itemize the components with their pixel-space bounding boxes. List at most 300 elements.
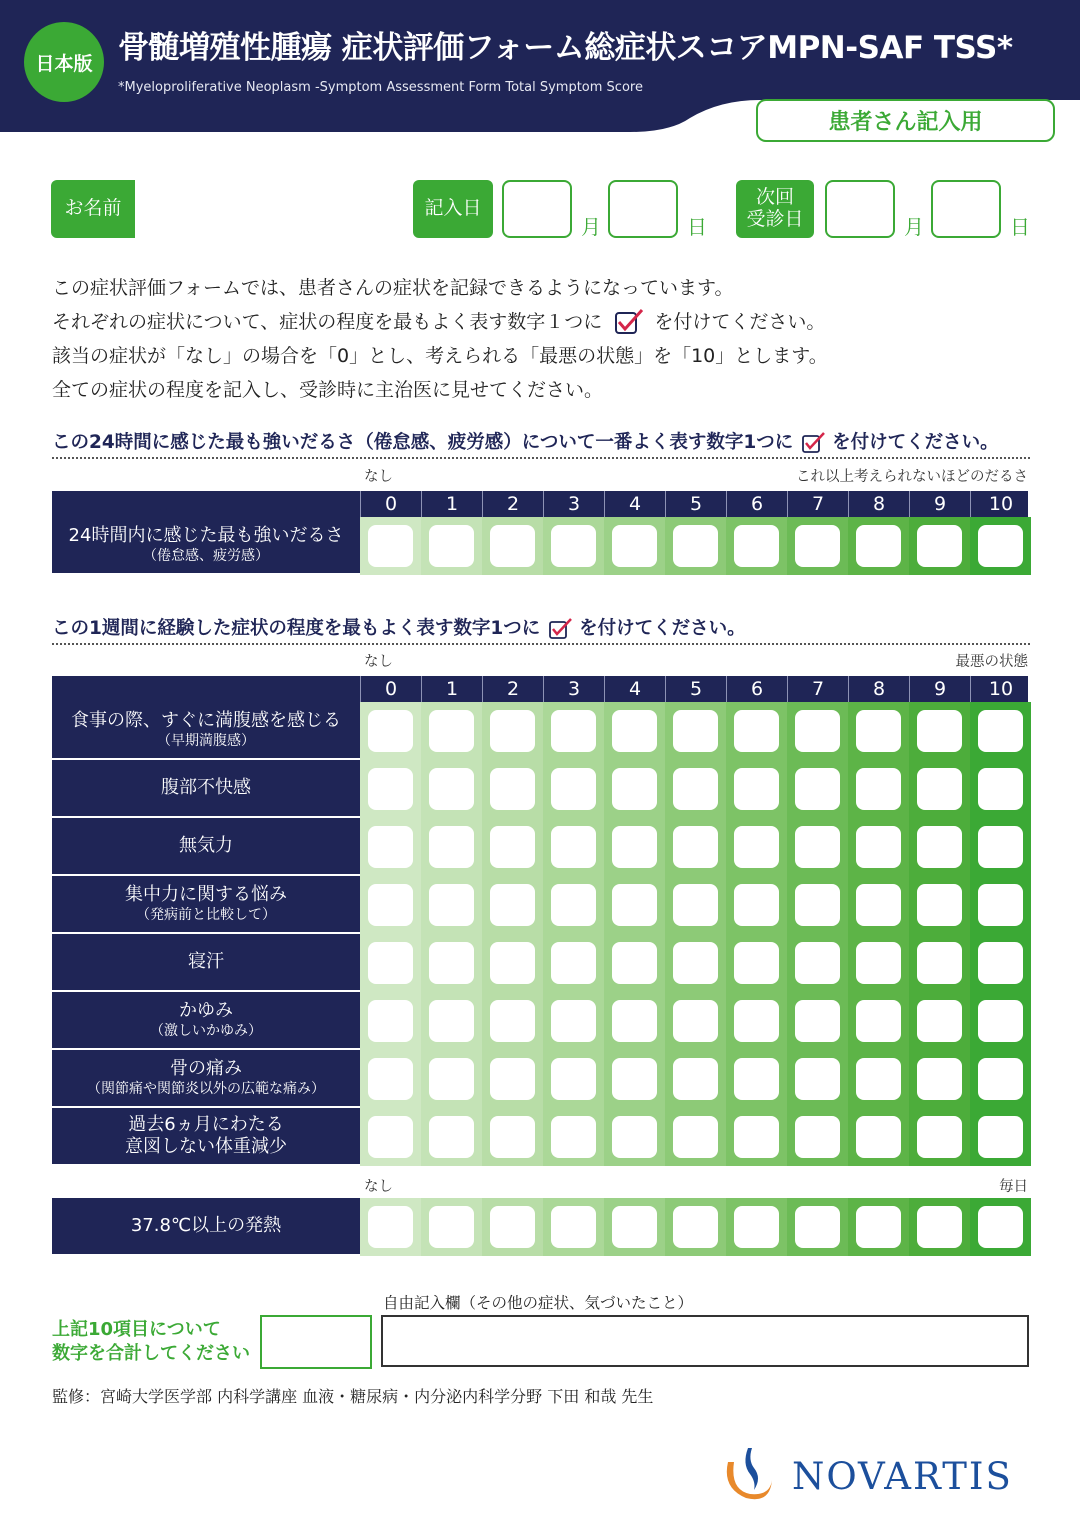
score-cell xyxy=(970,934,1031,992)
next-visit-month-unit: 月 xyxy=(904,215,924,239)
score-cell xyxy=(543,992,604,1050)
score-cell xyxy=(360,1198,421,1256)
scale-number: 7 xyxy=(787,491,848,517)
score-checkbox[interactable] xyxy=(368,1116,413,1158)
score-checkbox[interactable] xyxy=(734,768,779,810)
score-checkbox[interactable] xyxy=(673,768,718,810)
patient-use-tag: 患者さん記入用 xyxy=(756,99,1055,142)
score-cell xyxy=(848,1050,909,1108)
score-checkbox[interactable] xyxy=(978,1058,1023,1100)
section1-scale-max: これ以上考えられないほどのだるさ xyxy=(796,469,1028,485)
score-checkbox[interactable] xyxy=(551,1206,596,1248)
score-checkbox[interactable] xyxy=(368,710,413,752)
symptom-row xyxy=(52,876,1028,934)
score-checkbox[interactable] xyxy=(795,525,840,567)
score-checkbox[interactable] xyxy=(795,1206,840,1248)
score-checkbox[interactable] xyxy=(490,1058,535,1100)
score-cell xyxy=(726,934,787,992)
symptom-label xyxy=(52,702,360,760)
page-subtitle: *Myeloproliferative Neoplasm -Symptom Assessment Form Total Symptom Score xyxy=(118,80,643,95)
score-cell xyxy=(482,702,543,760)
symptom-label xyxy=(52,876,360,934)
score-checkbox[interactable] xyxy=(612,1116,657,1158)
instructions xyxy=(52,271,828,407)
score-checkbox[interactable] xyxy=(673,525,718,567)
score-cell xyxy=(360,876,421,934)
score-cell xyxy=(421,1050,482,1108)
score-checkbox[interactable] xyxy=(551,1000,596,1042)
score-cell xyxy=(848,876,909,934)
score-cell xyxy=(726,1198,787,1256)
section2-scale-header xyxy=(52,676,1028,702)
score-cell xyxy=(726,517,787,575)
instruction-line-3: 該当の症状が「なし」の場合を「0」とし、考えられる「最悪の状態」を「10」とします。 xyxy=(52,345,828,367)
score-checkbox[interactable] xyxy=(917,1000,962,1042)
score-checkbox[interactable] xyxy=(673,1058,718,1100)
section1-title-a: この24時間に感じた最も強いだるさ（倦怠感、疲労感）について一番よく表す数字1つに xyxy=(52,432,794,453)
score-checkbox[interactable] xyxy=(490,1206,535,1248)
score-checkbox[interactable] xyxy=(612,1000,657,1042)
score-cell xyxy=(665,760,726,818)
score-cell xyxy=(970,1198,1031,1256)
entry-day-field[interactable] xyxy=(608,180,678,238)
score-checkbox[interactable] xyxy=(429,710,474,752)
score-checkbox[interactable] xyxy=(856,710,901,752)
score-checkbox[interactable] xyxy=(734,1116,779,1158)
symptom-row xyxy=(52,1108,1028,1166)
score-checkbox[interactable] xyxy=(978,942,1023,984)
score-checkbox[interactable] xyxy=(429,1058,474,1100)
score-checkbox[interactable] xyxy=(673,1116,718,1158)
score-cell xyxy=(787,760,848,818)
score-checkbox[interactable] xyxy=(734,525,779,567)
score-cell xyxy=(909,818,970,876)
score-checkbox[interactable] xyxy=(490,710,535,752)
symptom-row xyxy=(52,818,1028,876)
score-cell xyxy=(970,876,1031,934)
score-cell xyxy=(726,876,787,934)
score-checkbox[interactable] xyxy=(673,710,718,752)
score-cell xyxy=(421,1198,482,1256)
score-cell xyxy=(604,1198,665,1256)
score-checkbox[interactable] xyxy=(490,884,535,926)
score-cell xyxy=(482,760,543,818)
scale-number: 10 xyxy=(970,491,1031,517)
score-checkbox[interactable] xyxy=(795,1058,840,1100)
entry-day-unit: 日 xyxy=(687,215,707,239)
instruction-line-1: この症状評価フォームでは、患者さんの症状を記録できるようになっています。 xyxy=(52,277,734,299)
scale-number: 7 xyxy=(787,676,848,702)
score-checkbox[interactable] xyxy=(673,942,718,984)
total-score-label-line1: 上記10項目について xyxy=(52,1319,221,1340)
free-notes-field[interactable] xyxy=(381,1315,1029,1367)
score-cell xyxy=(604,517,665,575)
score-checkbox[interactable] xyxy=(978,826,1023,868)
score-cell xyxy=(665,702,726,760)
next-visit-day-field[interactable] xyxy=(931,180,1001,238)
supervisor-credit: 監修：宮崎大学医学部 内科学講座 血液・糖尿病・内分泌内科学分野 下田 和哉 先生 xyxy=(52,1387,654,1406)
score-checkbox[interactable] xyxy=(490,525,535,567)
score-checkbox[interactable] xyxy=(551,1058,596,1100)
score-cell xyxy=(726,702,787,760)
score-checkbox[interactable] xyxy=(856,768,901,810)
score-checkbox[interactable] xyxy=(429,1206,474,1248)
score-checkbox[interactable] xyxy=(917,525,962,567)
score-checkbox[interactable] xyxy=(856,826,901,868)
score-cell xyxy=(848,1108,909,1166)
section1-title-b: を付けてください。 xyxy=(832,432,999,453)
score-cell xyxy=(848,818,909,876)
score-checkbox[interactable] xyxy=(795,1116,840,1158)
score-cell xyxy=(970,818,1031,876)
score-checkbox[interactable] xyxy=(978,1116,1023,1158)
score-checkbox[interactable] xyxy=(429,768,474,810)
score-checkbox[interactable] xyxy=(490,826,535,868)
score-cell xyxy=(970,517,1031,575)
score-checkbox[interactable] xyxy=(795,1000,840,1042)
score-checkbox[interactable] xyxy=(612,525,657,567)
score-cell xyxy=(604,876,665,934)
score-checkbox[interactable] xyxy=(368,525,413,567)
score-checkbox[interactable] xyxy=(368,1206,413,1248)
score-cell xyxy=(543,1050,604,1108)
score-cell xyxy=(360,702,421,760)
score-checkbox[interactable] xyxy=(551,942,596,984)
score-checkbox[interactable] xyxy=(978,525,1023,567)
section2-title-b: を付けてください。 xyxy=(579,618,746,639)
score-checkbox[interactable] xyxy=(551,884,596,926)
score-cell xyxy=(909,1108,970,1166)
scale-number: 0 xyxy=(360,676,421,702)
instruction-line-2b: を付けてください。 xyxy=(654,311,826,333)
score-checkbox[interactable] xyxy=(673,826,718,868)
score-cell xyxy=(848,1198,909,1256)
score-checkbox[interactable] xyxy=(429,826,474,868)
score-checkbox[interactable] xyxy=(734,710,779,752)
score-cell xyxy=(543,1108,604,1166)
symptom-row xyxy=(52,1050,1028,1108)
symptom-name: 腹部不快感 xyxy=(161,777,251,798)
score-cell xyxy=(360,1108,421,1166)
score-cell xyxy=(543,1198,604,1256)
score-checkbox[interactable] xyxy=(612,884,657,926)
score-cell xyxy=(848,934,909,992)
total-score-field[interactable] xyxy=(260,1315,372,1369)
symptom-label xyxy=(52,1050,360,1108)
scale-number: 10 xyxy=(970,676,1031,702)
score-cell xyxy=(543,702,604,760)
score-cell xyxy=(360,1050,421,1108)
score-checkbox[interactable] xyxy=(978,884,1023,926)
section1-divider xyxy=(52,457,1030,459)
score-checkbox[interactable] xyxy=(734,884,779,926)
score-checkbox[interactable] xyxy=(612,710,657,752)
score-checkbox[interactable] xyxy=(734,942,779,984)
score-cell xyxy=(604,1108,665,1166)
symptom-note: 意図しない体重減少 xyxy=(125,1136,287,1157)
checkbox-check-icon xyxy=(800,432,826,454)
score-cell xyxy=(726,818,787,876)
score-cell xyxy=(482,934,543,992)
score-checkbox[interactable] xyxy=(551,826,596,868)
score-checkbox[interactable] xyxy=(551,768,596,810)
checkbox-check-icon xyxy=(608,309,648,337)
score-checkbox[interactable] xyxy=(978,1206,1023,1248)
score-cell xyxy=(604,992,665,1050)
score-checkbox[interactable] xyxy=(368,1058,413,1100)
score-checkbox[interactable] xyxy=(917,768,962,810)
total-score-label xyxy=(52,1318,250,1366)
score-cell xyxy=(848,517,909,575)
section1-scale-min: なし xyxy=(364,469,393,485)
score-cell xyxy=(421,876,482,934)
score-cell xyxy=(543,934,604,992)
score-cell xyxy=(360,517,421,575)
entry-month-field[interactable] xyxy=(502,180,572,238)
score-checkbox[interactable] xyxy=(612,768,657,810)
score-checkbox[interactable] xyxy=(917,710,962,752)
next-visit-label xyxy=(736,180,814,238)
name-label: お名前 xyxy=(51,180,135,238)
entry-date-label: 記入日 xyxy=(413,180,493,238)
score-cell xyxy=(543,517,604,575)
score-checkbox[interactable] xyxy=(429,1000,474,1042)
score-checkbox[interactable] xyxy=(978,1000,1023,1042)
score-cell xyxy=(909,702,970,760)
score-checkbox[interactable] xyxy=(734,1206,779,1248)
score-checkbox[interactable] xyxy=(551,525,596,567)
score-cell xyxy=(909,934,970,992)
score-checkbox[interactable] xyxy=(368,884,413,926)
score-cell xyxy=(604,702,665,760)
score-checkbox[interactable] xyxy=(917,826,962,868)
score-cell xyxy=(909,760,970,818)
symptom-label xyxy=(52,992,360,1050)
symptom-label xyxy=(52,1108,360,1166)
scale-number: 8 xyxy=(848,676,909,702)
section2-scale-min: なし xyxy=(364,654,393,670)
score-cell xyxy=(726,760,787,818)
score-cell xyxy=(482,876,543,934)
score-checkbox[interactable] xyxy=(429,884,474,926)
section1-scale-header xyxy=(52,491,1028,517)
symptom-note: （激しいかゆみ） xyxy=(150,1023,262,1039)
score-checkbox[interactable] xyxy=(856,1000,901,1042)
next-visit-label-line2: 受診日 xyxy=(746,208,804,230)
score-cell xyxy=(665,1198,726,1256)
score-checkbox[interactable] xyxy=(612,942,657,984)
symptom-name: 24時間内に感じた最も強いだるさ xyxy=(68,525,344,546)
score-cell xyxy=(482,1108,543,1166)
score-checkbox[interactable] xyxy=(368,942,413,984)
score-checkbox[interactable] xyxy=(795,710,840,752)
score-cell xyxy=(543,818,604,876)
score-checkbox[interactable] xyxy=(612,1206,657,1248)
score-checkbox[interactable] xyxy=(856,884,901,926)
section2-title xyxy=(52,614,746,640)
section3-scale-min: なし xyxy=(364,1179,393,1195)
score-cell xyxy=(848,702,909,760)
score-cell xyxy=(665,818,726,876)
scale-number: 2 xyxy=(482,491,543,517)
score-cell xyxy=(360,760,421,818)
score-cell xyxy=(787,1198,848,1256)
symptom-row xyxy=(52,702,1028,760)
score-cell xyxy=(421,702,482,760)
score-cell xyxy=(848,760,909,818)
scale-number: 9 xyxy=(909,491,970,517)
score-checkbox[interactable] xyxy=(795,768,840,810)
score-cell xyxy=(787,876,848,934)
score-cell xyxy=(421,934,482,992)
scale-number: 3 xyxy=(543,491,604,517)
score-checkbox[interactable] xyxy=(673,1206,718,1248)
score-cell xyxy=(665,992,726,1050)
symptom-label xyxy=(52,517,360,575)
symptom-name: 寝汗 xyxy=(188,951,224,972)
novartis-logo-text: NOVARTIS xyxy=(792,1455,1013,1498)
score-checkbox[interactable] xyxy=(429,942,474,984)
symptom-label xyxy=(52,934,360,992)
score-cell xyxy=(665,517,726,575)
japanese-version-badge: 日本版 xyxy=(24,22,104,102)
score-cell xyxy=(482,992,543,1050)
symptom-row xyxy=(52,760,1028,818)
score-cell xyxy=(787,1050,848,1108)
score-cell xyxy=(421,517,482,575)
score-cell xyxy=(970,992,1031,1050)
score-checkbox[interactable] xyxy=(429,1116,474,1158)
free-notes-label: 自由記入欄（その他の症状、気づいたこと） xyxy=(383,1294,694,1312)
score-checkbox[interactable] xyxy=(856,1058,901,1100)
symptom-note: （倦怠感、疲労感） xyxy=(143,548,269,564)
score-checkbox[interactable] xyxy=(917,1116,962,1158)
score-cell xyxy=(970,1108,1031,1166)
score-checkbox[interactable] xyxy=(795,884,840,926)
next-visit-day-unit: 日 xyxy=(1010,215,1030,239)
symptom-name: 過去6ヵ月にわたる xyxy=(128,1114,284,1135)
score-checkbox[interactable] xyxy=(734,826,779,868)
score-checkbox[interactable] xyxy=(917,1206,962,1248)
instruction-line-2 xyxy=(52,305,828,339)
symptom-name: 骨の痛み xyxy=(170,1058,242,1079)
score-checkbox[interactable] xyxy=(856,1206,901,1248)
score-cell xyxy=(482,1198,543,1256)
instruction-line-4: 全ての症状の程度を記入し、受診時に主治医に見せてください。 xyxy=(52,379,604,401)
symptom-row xyxy=(52,992,1028,1050)
scale-number: 0 xyxy=(360,491,421,517)
score-cell xyxy=(787,934,848,992)
section2-divider xyxy=(52,643,1030,645)
symptom-row xyxy=(52,517,1028,575)
score-cell xyxy=(665,876,726,934)
score-cell xyxy=(482,818,543,876)
score-cell xyxy=(970,760,1031,818)
score-checkbox[interactable] xyxy=(429,525,474,567)
score-cell xyxy=(787,992,848,1050)
entry-month-unit: 月 xyxy=(581,215,601,239)
score-checkbox[interactable] xyxy=(734,1058,779,1100)
score-checkbox[interactable] xyxy=(551,710,596,752)
score-cell xyxy=(360,992,421,1050)
score-checkbox[interactable] xyxy=(978,768,1023,810)
score-cell xyxy=(421,1108,482,1166)
score-checkbox[interactable] xyxy=(368,826,413,868)
score-cell xyxy=(360,818,421,876)
scale-number: 8 xyxy=(848,491,909,517)
symptom-name: 集中力に関する悩み xyxy=(125,884,287,905)
score-cell xyxy=(909,1050,970,1108)
score-cell xyxy=(482,1050,543,1108)
score-checkbox[interactable] xyxy=(917,942,962,984)
scale-number: 5 xyxy=(665,676,726,702)
symptom-note: （関節痛や関節炎以外の広範な痛み） xyxy=(87,1081,325,1097)
novartis-logo-icon xyxy=(718,1444,788,1504)
section2-scale-max: 最悪の状態 xyxy=(955,654,1028,670)
score-checkbox[interactable] xyxy=(917,1058,962,1100)
score-cell xyxy=(543,876,604,934)
score-checkbox[interactable] xyxy=(490,768,535,810)
section2-title-a: この1週間に経験した症状の程度を最もよく表す数字1つに xyxy=(52,618,541,639)
symptom-note: （早期満腹感） xyxy=(157,733,255,749)
score-checkbox[interactable] xyxy=(978,710,1023,752)
score-cell xyxy=(482,517,543,575)
score-cell xyxy=(421,992,482,1050)
score-checkbox[interactable] xyxy=(673,1000,718,1042)
section3-scale-max: 毎日 xyxy=(999,1179,1028,1195)
score-cell xyxy=(604,818,665,876)
symptom-name: 37.8℃以上の発熱 xyxy=(130,1215,282,1236)
score-checkbox[interactable] xyxy=(795,942,840,984)
score-cell xyxy=(604,760,665,818)
score-cell xyxy=(543,760,604,818)
next-visit-month-field[interactable] xyxy=(825,180,895,238)
scale-number: 6 xyxy=(726,491,787,517)
scale-number: 1 xyxy=(421,491,482,517)
score-checkbox[interactable] xyxy=(795,826,840,868)
score-checkbox[interactable] xyxy=(856,1116,901,1158)
symptom-label xyxy=(52,818,360,876)
score-checkbox[interactable] xyxy=(673,884,718,926)
scale-number: 2 xyxy=(482,676,543,702)
score-checkbox[interactable] xyxy=(551,1116,596,1158)
score-checkbox[interactable] xyxy=(368,768,413,810)
score-cell xyxy=(787,1108,848,1166)
score-checkbox[interactable] xyxy=(612,1058,657,1100)
score-cell xyxy=(909,1198,970,1256)
score-checkbox[interactable] xyxy=(490,942,535,984)
symptom-name: 無気力 xyxy=(179,835,233,856)
scale-number: 4 xyxy=(604,491,665,517)
score-checkbox[interactable] xyxy=(856,525,901,567)
score-cell xyxy=(848,992,909,1050)
instruction-line-2a: それぞれの症状について、症状の程度を最もよく表す数字１つに xyxy=(52,311,603,333)
score-checkbox[interactable] xyxy=(368,1000,413,1042)
score-cell xyxy=(604,934,665,992)
section1-title xyxy=(52,428,999,454)
checkbox-check-icon xyxy=(547,618,573,640)
score-checkbox[interactable] xyxy=(917,884,962,926)
scale-number: 1 xyxy=(421,676,482,702)
score-checkbox[interactable] xyxy=(734,1000,779,1042)
score-checkbox[interactable] xyxy=(490,1116,535,1158)
scale-number: 4 xyxy=(604,676,665,702)
score-checkbox[interactable] xyxy=(856,942,901,984)
score-cell xyxy=(421,818,482,876)
score-checkbox[interactable] xyxy=(612,826,657,868)
score-cell xyxy=(604,1050,665,1108)
score-checkbox[interactable] xyxy=(490,1000,535,1042)
